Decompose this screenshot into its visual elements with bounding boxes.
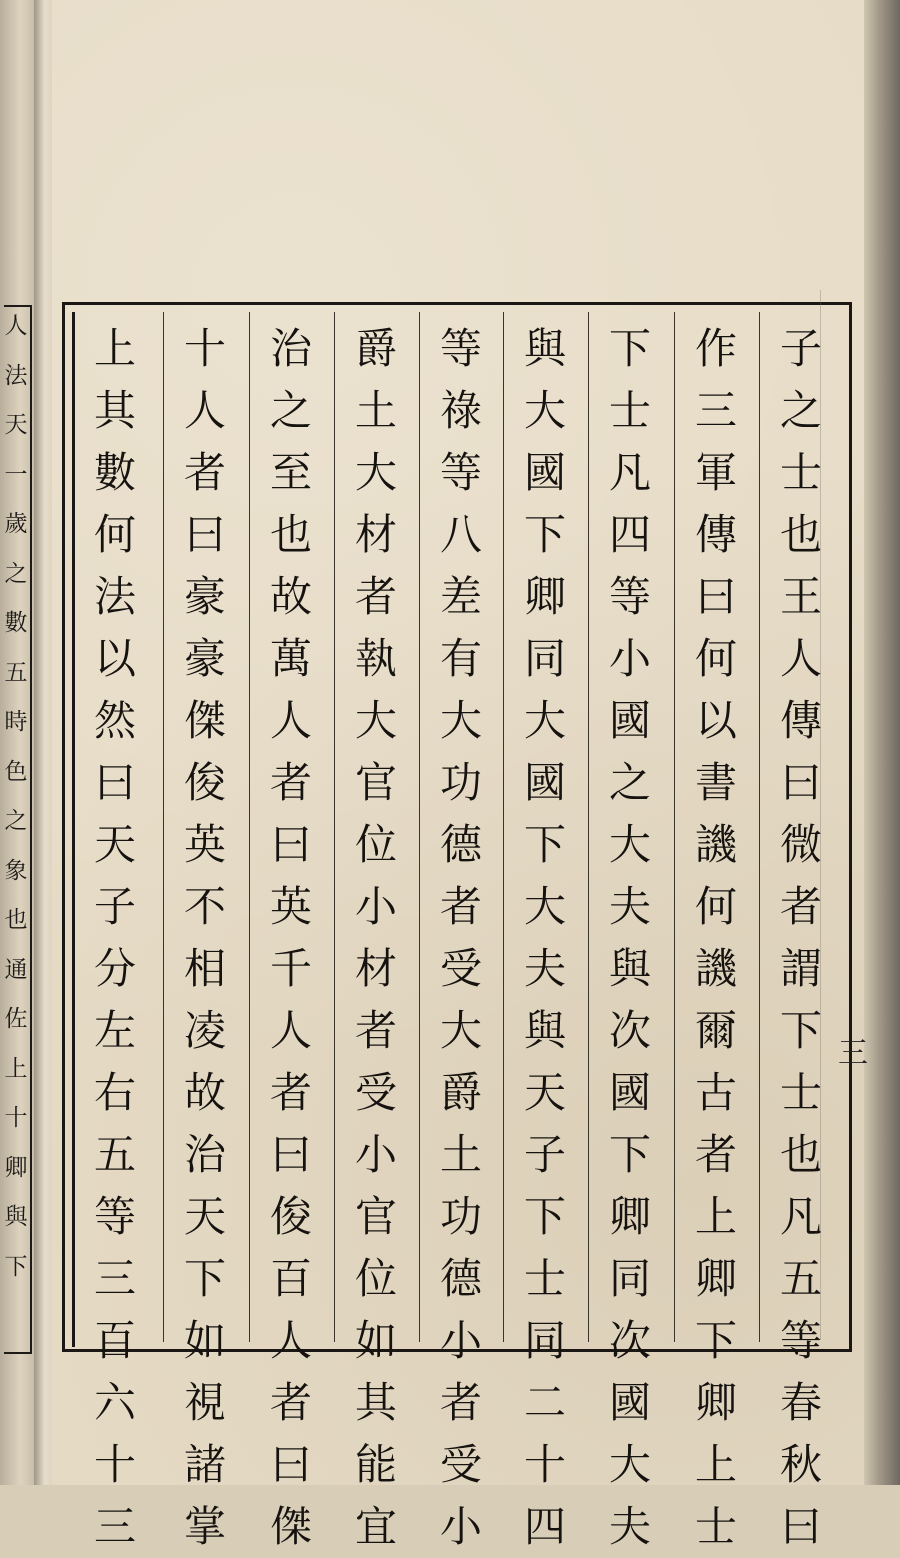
character: 傑: [269, 1502, 312, 1551]
character: 作: [694, 324, 737, 373]
character: 下: [4, 1253, 28, 1280]
character: 何: [93, 510, 136, 559]
character: 夫: [608, 882, 651, 931]
character: 爵: [439, 1068, 482, 1117]
character: 大: [354, 696, 397, 745]
character: 三: [93, 1254, 136, 1303]
character: 王: [779, 572, 822, 621]
character: 小: [354, 882, 397, 931]
character: 次: [608, 1006, 651, 1055]
character: 士: [694, 1502, 737, 1551]
character: 與: [4, 1204, 28, 1230]
character: 譏: [694, 820, 737, 869]
character: 功: [439, 758, 482, 807]
character: 官: [354, 1192, 397, 1241]
character: 百: [93, 1316, 136, 1365]
character: 土: [439, 1130, 482, 1179]
text-column: [347, 318, 405, 1558]
character: 也: [4, 907, 28, 933]
character: 故: [183, 1068, 226, 1117]
character: 如: [354, 1316, 397, 1365]
character: 時: [4, 709, 28, 735]
character: 曰: [694, 572, 737, 621]
character: 法: [93, 572, 136, 621]
character: 象: [4, 857, 28, 884]
character: 之: [779, 386, 822, 435]
column-divider: [503, 312, 504, 1342]
character: 小: [608, 634, 651, 683]
character: 同: [523, 634, 566, 683]
character: 同: [608, 1254, 651, 1303]
character: 傳: [779, 696, 822, 745]
character: 受: [439, 944, 482, 993]
character: 人: [779, 634, 822, 683]
character: 大: [608, 1440, 651, 1489]
character: 書: [694, 758, 737, 807]
character: 等: [93, 1192, 136, 1241]
character: 其: [93, 386, 136, 435]
character: 下: [779, 1006, 822, 1055]
character: 人: [183, 386, 226, 435]
character: 也: [779, 1130, 822, 1179]
character: 治: [183, 1130, 226, 1179]
character: 數: [93, 448, 136, 497]
character: 德: [439, 1254, 482, 1303]
character: 小: [439, 1502, 482, 1551]
character: 分: [93, 944, 136, 993]
character: 俊: [183, 758, 226, 807]
character: 者: [439, 882, 482, 931]
character: 與: [608, 944, 651, 993]
character: 曰: [779, 1502, 822, 1551]
character: 千: [269, 944, 312, 993]
character: 者: [183, 448, 226, 497]
character: 四: [523, 1502, 566, 1551]
character: 三: [93, 1502, 136, 1551]
character: 與: [523, 324, 566, 373]
character: 曰: [269, 820, 312, 869]
character: 春: [779, 1378, 822, 1427]
character: 士: [779, 448, 822, 497]
character: 天: [4, 412, 28, 438]
character: 左: [93, 1006, 136, 1055]
character: 者: [354, 1006, 397, 1055]
character: 俊: [269, 1192, 312, 1241]
text-column: [601, 318, 659, 1558]
character: 法: [4, 362, 28, 389]
character: 執: [354, 634, 397, 683]
character: 國: [608, 1378, 651, 1427]
character: 英: [183, 820, 226, 869]
character: 等: [779, 1316, 822, 1365]
character: 者: [779, 882, 822, 931]
character: 卿: [694, 1378, 737, 1427]
character: 凡: [608, 448, 651, 497]
character: 也: [779, 510, 822, 559]
character: 以: [694, 696, 737, 745]
character: 上: [93, 324, 136, 373]
character: 大: [608, 820, 651, 869]
character: 士: [608, 386, 651, 435]
character: 凡: [779, 1192, 822, 1241]
character: 諸: [183, 1440, 226, 1489]
character: 十: [4, 1105, 28, 1131]
character: 宜: [354, 1502, 397, 1551]
character: 色: [4, 758, 28, 785]
character: 士: [523, 1254, 566, 1303]
book-gutter: [34, 0, 52, 1485]
text-column: [86, 318, 144, 1558]
character: 天: [183, 1192, 226, 1241]
character: 國: [523, 758, 566, 807]
character: 十: [93, 1440, 136, 1489]
character: 土: [354, 386, 397, 435]
column-divider: [759, 312, 760, 1342]
character: 佐: [4, 1006, 28, 1032]
character: 如: [183, 1316, 226, 1365]
character: 祿: [439, 386, 482, 435]
character: 者: [269, 758, 312, 807]
character: 爵: [354, 324, 397, 373]
text-column: [516, 318, 574, 1558]
character: 子: [779, 324, 822, 373]
character: 掌: [183, 1502, 226, 1551]
character: 等: [439, 448, 482, 497]
character: 卿: [694, 1254, 737, 1303]
character: 相: [183, 944, 226, 993]
character: 下: [183, 1254, 226, 1303]
text-column: [432, 318, 490, 1558]
character: 國: [523, 448, 566, 497]
adjacent-page-text-column: [6, 312, 26, 1302]
character: 子: [93, 882, 136, 931]
character: 大: [523, 696, 566, 745]
character: 下: [523, 510, 566, 559]
character: 十: [183, 324, 226, 373]
character: 受: [354, 1068, 397, 1117]
character: 何: [694, 634, 737, 683]
character: 治: [269, 324, 312, 373]
column-divider: [419, 312, 420, 1342]
adjacent-page-edge: [0, 0, 35, 1485]
character: 右: [93, 1068, 136, 1117]
character: 二: [523, 1378, 566, 1427]
character: 不: [183, 882, 226, 931]
column-divider: [674, 312, 675, 1342]
character: 曰: [779, 758, 822, 807]
character: 一: [4, 461, 28, 488]
text-column: [772, 318, 830, 1558]
character: 古: [694, 1068, 737, 1117]
character: 五: [779, 1254, 822, 1303]
character: 與: [523, 1006, 566, 1055]
character: 大: [523, 882, 566, 931]
character: 子: [523, 1130, 566, 1179]
character: 材: [354, 510, 397, 559]
character: 人: [269, 1316, 312, 1365]
character: 大: [439, 696, 482, 745]
character: 何: [694, 882, 737, 931]
character: 六: [93, 1378, 136, 1427]
character: 下: [694, 1316, 737, 1365]
character: 豪: [183, 634, 226, 683]
character: 微: [779, 820, 822, 869]
character: 等: [608, 572, 651, 621]
character: 大: [354, 448, 397, 497]
character: 譏: [694, 944, 737, 993]
character: 下: [608, 324, 651, 373]
character: 軍: [694, 448, 737, 497]
character: 以: [93, 634, 136, 683]
character: 爾: [694, 1006, 737, 1055]
character: 八: [439, 510, 482, 559]
character: 傳: [694, 510, 737, 559]
column-divider: [249, 312, 250, 1342]
character: 者: [269, 1378, 312, 1427]
character: 之: [608, 758, 651, 807]
character: 小: [354, 1130, 397, 1179]
character: 者: [439, 1378, 482, 1427]
character: 位: [354, 820, 397, 869]
character: 國: [608, 1068, 651, 1117]
page-edge-shadow: [864, 0, 900, 1485]
character: 功: [439, 1192, 482, 1241]
character: 之: [4, 808, 28, 834]
character: 夫: [523, 944, 566, 993]
character: 能: [354, 1440, 397, 1489]
character: 材: [354, 944, 397, 993]
character: 上: [4, 1055, 28, 1082]
character: 卿: [4, 1154, 28, 1181]
text-column: [176, 318, 234, 1558]
character: 五: [4, 659, 28, 686]
text-column: [262, 318, 320, 1558]
character: 德: [439, 820, 482, 869]
character: 之: [269, 386, 312, 435]
character: 謂: [779, 944, 822, 993]
character: 曰: [93, 758, 136, 807]
character: 大: [523, 386, 566, 435]
character: 數: [4, 610, 28, 636]
character: 大: [439, 1006, 482, 1055]
character: 凌: [183, 1006, 226, 1055]
character: 者: [354, 572, 397, 621]
character: 曰: [269, 1440, 312, 1489]
character: 豪: [183, 572, 226, 621]
character: 者: [269, 1068, 312, 1117]
character: 視: [183, 1378, 226, 1427]
character: 也: [269, 510, 312, 559]
character: 同: [523, 1316, 566, 1365]
character: 者: [694, 1130, 737, 1179]
character: 十: [523, 1440, 566, 1489]
character: 通: [4, 956, 28, 983]
character: 卿: [608, 1192, 651, 1241]
character: 下: [523, 820, 566, 869]
character: 秋: [779, 1440, 822, 1489]
character: 傑: [183, 696, 226, 745]
character: 至: [269, 448, 312, 497]
character: 下: [608, 1130, 651, 1179]
character: 五: [93, 1130, 136, 1179]
character: 受: [439, 1440, 482, 1489]
character: 下: [523, 1192, 566, 1241]
character: 百: [269, 1254, 312, 1303]
character: 其: [354, 1378, 397, 1427]
character: 位: [354, 1254, 397, 1303]
character: 曰: [183, 510, 226, 559]
character: 小: [439, 1316, 482, 1365]
character: 三: [694, 386, 737, 435]
character: 天: [523, 1068, 566, 1117]
character: 官: [354, 758, 397, 807]
character: 國: [608, 696, 651, 745]
character: 次: [608, 1316, 651, 1365]
character: 人: [269, 1006, 312, 1055]
column-divider: [588, 312, 589, 1342]
character: 差: [439, 572, 482, 621]
character: 故: [269, 572, 312, 621]
page-number: 三: [838, 1036, 868, 1071]
character: 卿: [523, 572, 566, 621]
character: 歲: [4, 511, 28, 537]
text-column: [687, 318, 745, 1558]
character: 四: [608, 510, 651, 559]
character: 英: [269, 882, 312, 931]
frame-inner-rule: [72, 312, 75, 1347]
character: 然: [93, 696, 136, 745]
character: 人: [4, 313, 28, 339]
character: 之: [4, 560, 28, 587]
character: 上: [694, 1192, 737, 1241]
character: 曰: [269, 1130, 312, 1179]
character: 萬: [269, 634, 312, 683]
column-divider: [163, 312, 164, 1342]
character: 夫: [608, 1502, 651, 1551]
character: 上: [694, 1440, 737, 1489]
character: 有: [439, 634, 482, 683]
character: 人: [269, 696, 312, 745]
column-divider: [334, 312, 335, 1342]
character: 士: [779, 1068, 822, 1117]
character: 等: [439, 324, 482, 373]
character: 天: [93, 820, 136, 869]
